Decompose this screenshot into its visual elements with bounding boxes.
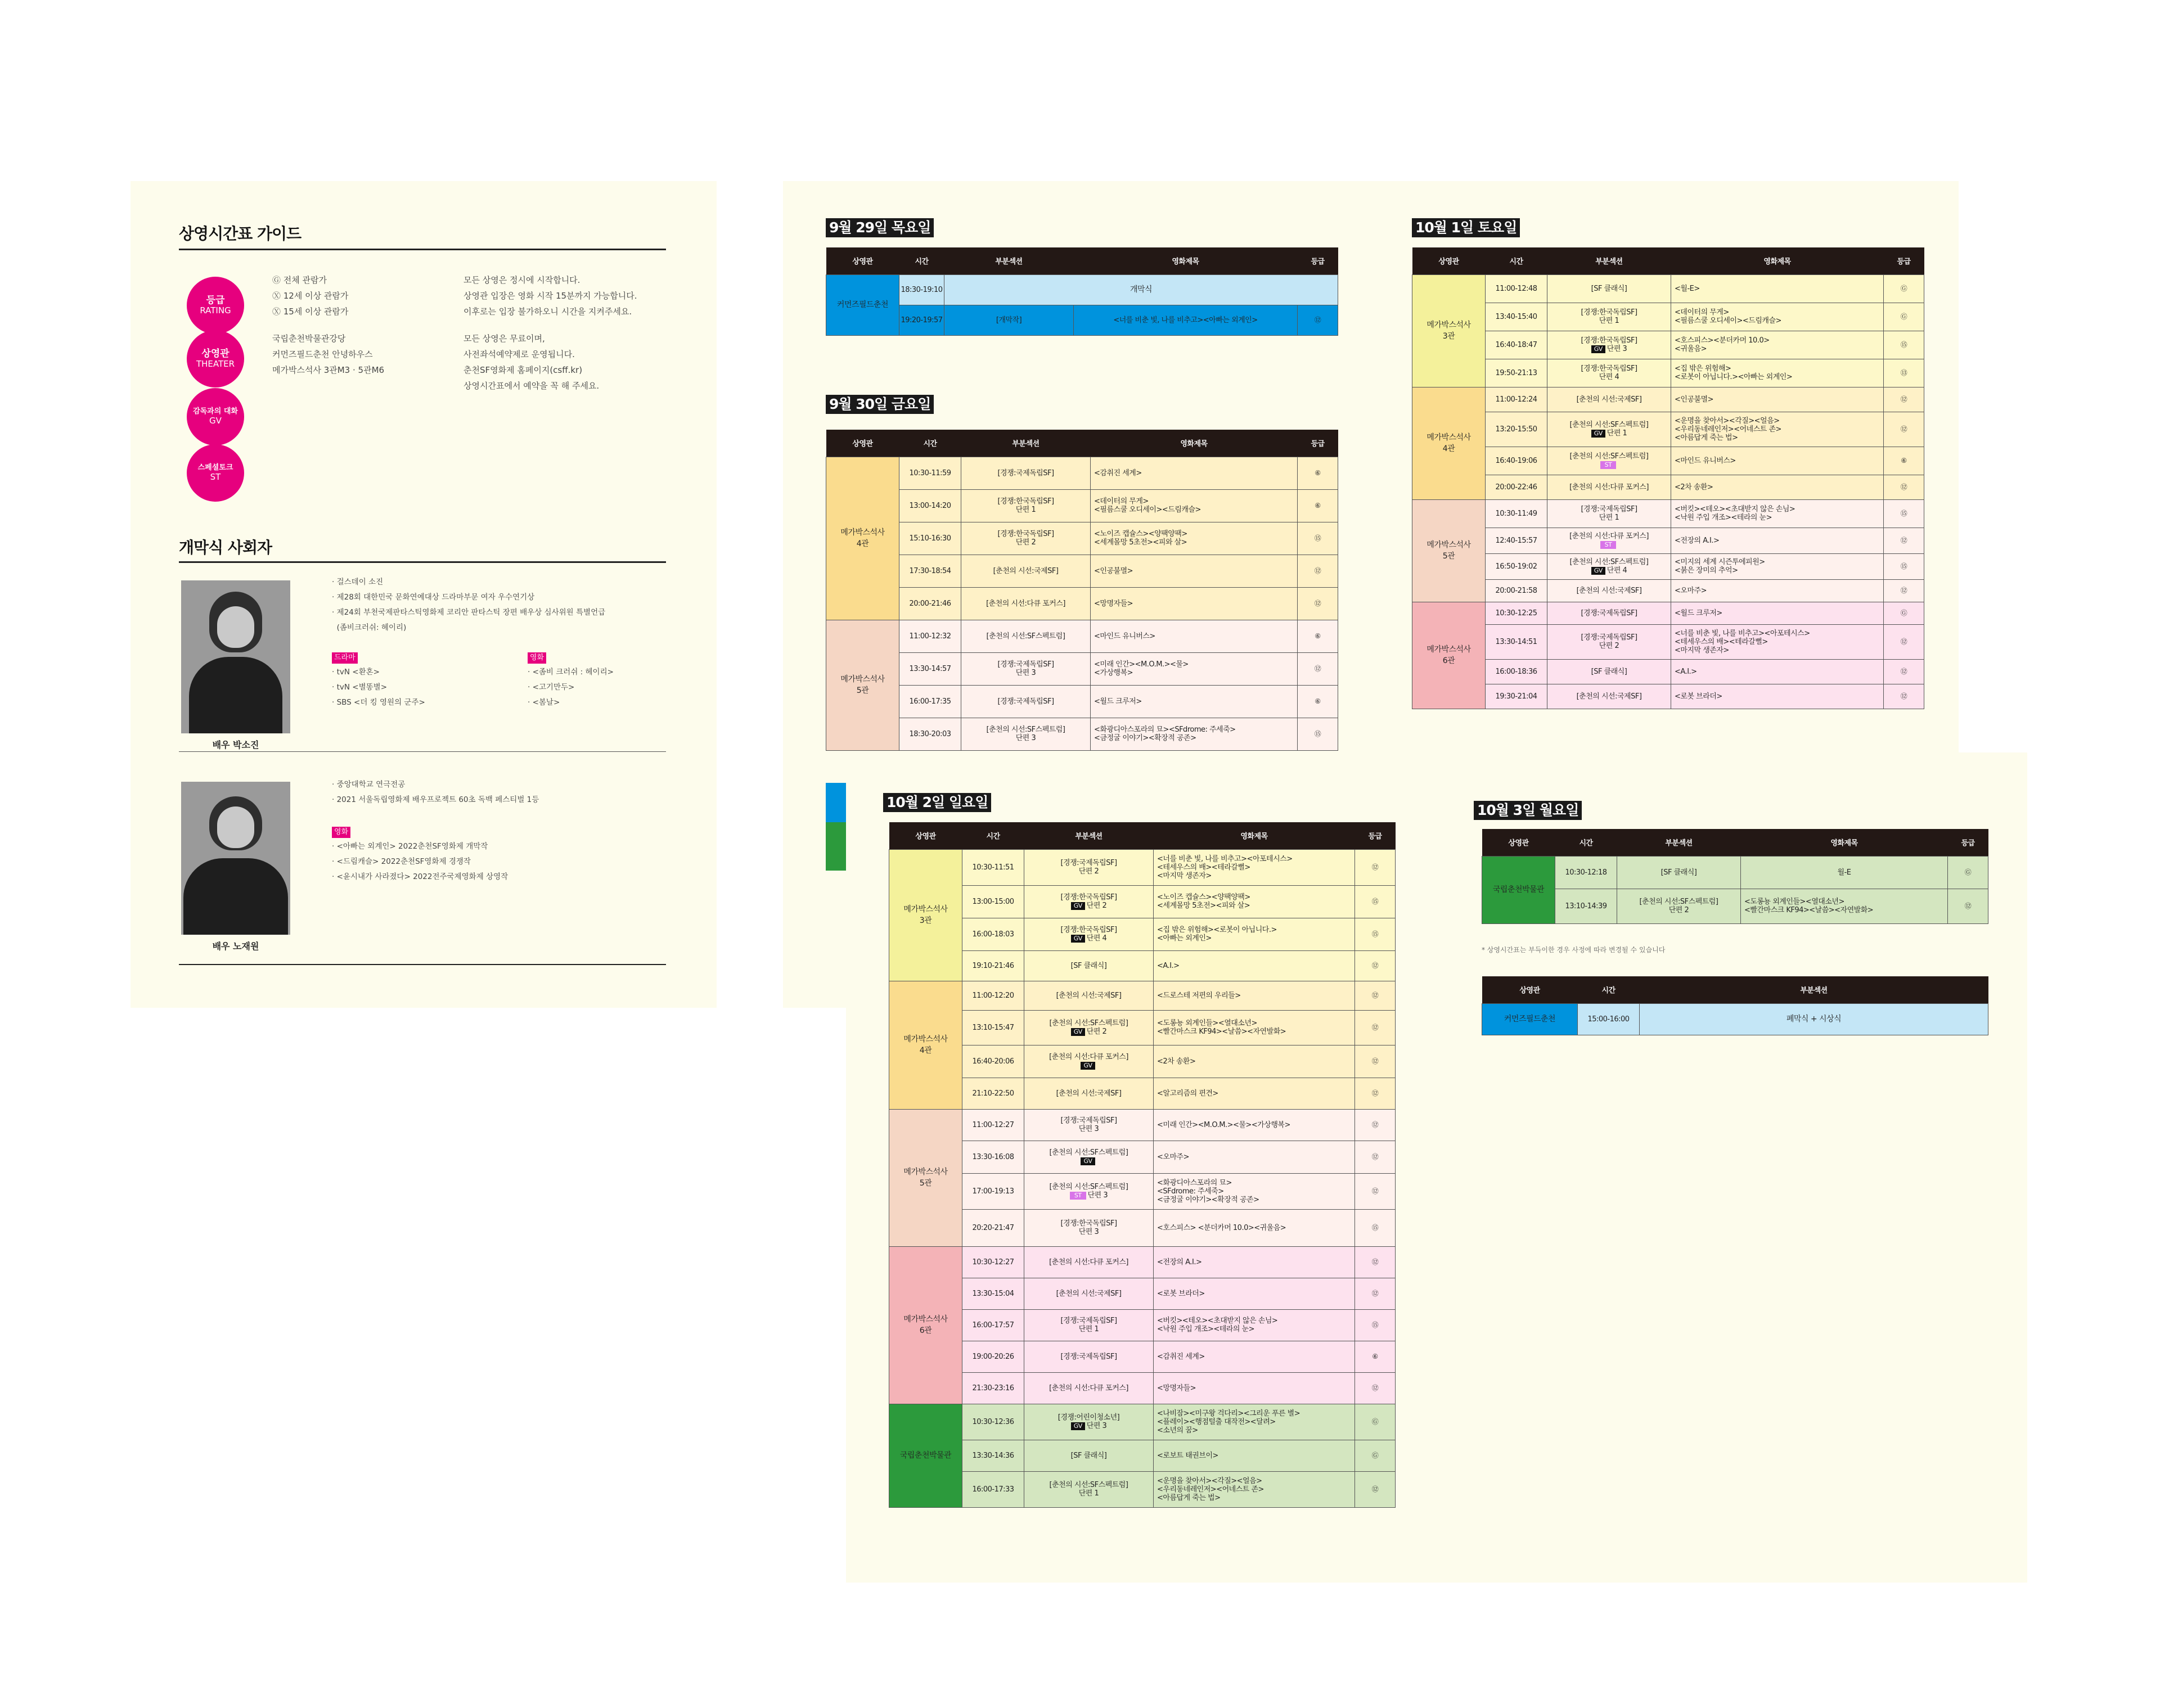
time-cell: 20:20-21:47 [962, 1209, 1024, 1246]
time-cell: 13:30-15:04 [962, 1278, 1024, 1309]
section-cell: [춘천의 시선:국제SF] [1024, 1078, 1154, 1109]
section-cell: [경쟁:한국독립SF] 단편 1 [1547, 303, 1671, 331]
time-cell: 13:30-16:08 [962, 1141, 1024, 1173]
section-cell: [SF 클래식] [1547, 659, 1671, 684]
time-cell: 19:10-21:46 [962, 950, 1024, 981]
films-cell: <A.I.> [1154, 950, 1355, 981]
films-cell: <운명을 찾아서><각질><얼음> <우리동네레인저><어네스트 존> <아름답게 죽는 법> [1671, 412, 1884, 447]
time-cell: 20:00-22:46 [1486, 475, 1547, 499]
grade-cell: ⑫ [1884, 475, 1924, 499]
time-cell: 16:50-19:02 [1486, 553, 1547, 579]
time-cell: 16:00-17:35 [899, 685, 961, 718]
grade-cell: ⑫ [1298, 305, 1338, 335]
grade-cell: Ⓖ [1355, 1440, 1396, 1471]
grade-cell: ⑥ [1298, 685, 1338, 718]
grade-cell: ⑥ [1298, 457, 1338, 489]
time-cell: 10:30-12:27 [962, 1246, 1024, 1278]
films-cell: <월-E> [1671, 274, 1884, 303]
col-header-title: 영화제목 [1091, 430, 1298, 457]
section-cell: [춘천의 시선:SF스펙트럼] 단편 2 [1617, 889, 1741, 923]
grade-cell: ⑮ [1355, 885, 1396, 918]
section-cell: [춘천의 시선:국제SF] [1547, 387, 1671, 412]
col-header-time: 시간 [1486, 247, 1547, 274]
time-cell: 18:30-19:10 [899, 274, 944, 305]
films-cell: <마인드 유니버스> [1671, 447, 1884, 475]
theater-circle: 상영관 THEATER [187, 330, 244, 387]
time-cell: 16:40-19:06 [1486, 447, 1547, 475]
films-cell: <도롱뇽 외계인들><열대소년> <빨간마스크 KF94><날씀><자연발화> [1741, 889, 1948, 923]
day-title-oct2: 10월 2일 일요일 [883, 793, 991, 812]
schedule-table-oct3 [1482, 829, 1988, 924]
section-cell: [춘천의 시선:SF스펙트럼] GV 단편 1 [1547, 412, 1671, 447]
section-cell: [춘천의 시선:SF스펙트럼] 단편 1 [1024, 1471, 1154, 1507]
section-cell: [춘천의 시선:SF스펙트럼] ST 단편 3 [1024, 1173, 1154, 1209]
films-cell: <노이즈 캡슐스><양팩양팩> <세계몰망 5초전><피와 살> [1154, 885, 1355, 918]
grade-cell: ⑥ [1355, 1341, 1396, 1372]
st-badge: ST [1600, 461, 1617, 469]
rating-circle: 등급 RATING [187, 277, 244, 334]
time-cell: 11:00-12:24 [1486, 387, 1547, 412]
time-cell: 13:40-15:40 [1486, 303, 1547, 331]
films-cell: <로보트 태권브이> [1154, 1440, 1355, 1471]
grade-cell: ⑮ [1355, 1309, 1396, 1341]
time-cell: 20:00-21:46 [899, 587, 961, 620]
section-cell: [경쟁:국제독립SF] 단편 1 [1024, 1309, 1154, 1341]
gv-badge: GV [1591, 567, 1605, 575]
time-cell: 16:00-18:03 [962, 918, 1024, 950]
section-cell: [경쟁:국제독립SF] 단편 2 [1547, 624, 1671, 659]
section-cell: [경쟁:국제독립SF] [1024, 1341, 1154, 1372]
time-cell: 11:00-12:20 [962, 981, 1024, 1010]
time-cell: 10:30-12:36 [962, 1404, 1024, 1440]
section-cell: [SF 클래식] [1024, 950, 1154, 981]
time-cell: 10:30-12:18 [1555, 856, 1617, 889]
films-cell: <너를 비춘 빛, 나를 비추고><아포테시스> <테세우스의 배><테라갈뻘> <마지막 생존자> [1154, 849, 1355, 885]
col-header-grade: 등급 [1948, 829, 1988, 856]
theater-cell: 커먼즈필드춘천 [1482, 1003, 1578, 1035]
grade-cell: ⑫ [1355, 1471, 1396, 1507]
col-header-theater: 상영관 [1482, 976, 1578, 1003]
st-badge: ST [1600, 541, 1617, 549]
section-cell: [춘천의 시선:다큐 포커스] [1547, 475, 1671, 499]
host1-drama-list: · tvN <환혼> · tvN <별똥별> · SBS <더 킹 영원의 군주> [332, 668, 425, 707]
col-header-grade: 등급 [1298, 247, 1338, 274]
time-cell: 13:30-14:57 [899, 652, 961, 685]
grade-cell: ⑮ [1298, 522, 1338, 555]
grade-cell: ⑥ [1884, 447, 1924, 475]
section-cell: [경쟁:한국독립SF] 단편 2 [961, 522, 1091, 555]
schedule-table-oct2 [889, 822, 1396, 1508]
col-header-title: 영화제목 [1671, 247, 1884, 274]
films-cell: <알고리즘의 편견> [1154, 1078, 1355, 1109]
grade-cell: ⑫ [1298, 652, 1338, 685]
time-cell: 15:10-16:30 [899, 522, 961, 555]
guide-sheet [130, 181, 717, 1008]
section-cell: [춘천의 시선:SF스펙트럼] [961, 620, 1091, 652]
time-cell: 13:00-15:00 [962, 885, 1024, 918]
section-cell: [경쟁:한국독립SF] 단편 3 [1024, 1209, 1154, 1246]
col-header-grade: 등급 [1298, 430, 1338, 457]
col-header-theater: 상영관 [1412, 247, 1486, 274]
section-cell: [경쟁:국제독립SF] 단편 1 [1547, 499, 1671, 528]
col-header-grade: 등급 [1355, 822, 1396, 849]
time-cell: 16:00-17:33 [962, 1471, 1024, 1507]
time-cell: 16:00-18:36 [1486, 659, 1547, 684]
films-cell: <2차 송환> [1154, 1045, 1355, 1078]
col-header-theater: 상영관 [889, 822, 962, 849]
grade-cell: ⑫ [1884, 659, 1924, 684]
st-badge: ST [1070, 1192, 1086, 1200]
day-title-oct3: 10월 3일 월요일 [1474, 801, 1582, 820]
section-cell: [춘천의 시선:다큐 포커스] GV [1024, 1045, 1154, 1078]
grade-cell: ⑫ [1884, 579, 1924, 602]
time-cell: 13:20-15:50 [1486, 412, 1547, 447]
schedule-table-sep29 [826, 247, 1338, 336]
section-cell: [경쟁:국제독립SF] [961, 457, 1091, 489]
time-cell: 17:00-19:13 [962, 1173, 1024, 1209]
grade-cell: ⑫ [1355, 1173, 1396, 1209]
section-cell: [경쟁:국제독립SF] [961, 685, 1091, 718]
time-cell: 16:40-18:47 [1486, 331, 1547, 359]
films-cell: <감취진 세계> [1091, 457, 1298, 489]
films-cell: <운명을 찾아서><각질><얼음> <우리동네레인저><어네스트 존> <아름답게 죽는 법> [1154, 1471, 1355, 1507]
section-cell: [SF 클래식] [1024, 1440, 1154, 1471]
films-cell: <화광디아스포라의 묘><SFdrome: 주세죽> <금정굴 이야기><확장적 공존> [1091, 718, 1298, 750]
section-cell: [춘천의 시선:국제SF] [961, 555, 1091, 587]
films-cell: <버킷><테오><초대받지 않은 손님> <낙원 주입 개조><테라의 눈> [1154, 1309, 1355, 1341]
col-header-time: 시간 [899, 247, 944, 274]
grade-cell: Ⓖ [1884, 602, 1924, 624]
grade-cell: ⑫ [1355, 1109, 1396, 1141]
films-cell: <너를 비춘 빛, 나를 비추고><아빠는 외계인> [1074, 305, 1298, 335]
time-cell: 19:20-19:57 [899, 305, 944, 335]
grade-cell: ⑫ [1355, 981, 1396, 1010]
col-header-grade: 등급 [1884, 247, 1924, 274]
grade-cell: ⑫ [1884, 387, 1924, 412]
time-cell: 17:30-18:54 [899, 555, 961, 587]
section-cell: [경쟁:국제독립SF] 단편 3 [961, 652, 1091, 685]
films-cell: <A.I.> [1671, 659, 1884, 684]
st-circle: 스페셜토크 ST [187, 444, 244, 502]
theater-cell: 메가박스석사 5관 [1412, 499, 1486, 602]
host2-name: 배우 노재원 [212, 941, 259, 952]
gv-badge: GV [1591, 345, 1605, 353]
time-cell: 13:10-15:47 [962, 1010, 1024, 1045]
section-cell: [춘천의 시선:SF스펙트럼] GV 단편 4 [1547, 553, 1671, 579]
host1-career: · 걸스데이 소진 · 제28회 대한민국 문화연예대상 드라마부문 여자 우수연기상 · 제24회 부천국제판타스틱영화제 코리안 판타스틱 장편 배우상 심사위원 특별언급 (좀비크러쉬: 헤이리) [332, 578, 606, 632]
films-cell: 월-E [1741, 856, 1948, 889]
col-header-section: 부분섹션 [944, 247, 1074, 274]
theater-cell: 메가박스석사 4관 [1412, 387, 1486, 499]
col-header-section: 부분섹션 [1640, 976, 1988, 1003]
section-cell: [경쟁:한국독립SF] GV 단편 2 [1024, 885, 1154, 918]
reservation-text: 모든 상영은 무료이며, 사전좌석예약제로 운영됩니다. 춘천SF영화제 홈페이지(csff.kr) 상영시간표에서 예약을 꼭 해 주세요. [464, 334, 600, 391]
time-cell: 13:30-14:36 [962, 1440, 1024, 1471]
col-header-section: 부분섹션 [1617, 829, 1741, 856]
films-cell: <망명자들> [1154, 1372, 1355, 1404]
section-cell: [춘천의 시선:다큐 포커스] ST [1547, 528, 1671, 553]
section-cell: [춘천의 시선:국제SF] [1024, 1278, 1154, 1309]
section-cell: [경쟁:국제독립SF] [1547, 602, 1671, 624]
col-header-title: 영화제목 [1741, 829, 1948, 856]
films-cell: <전장의 A.I.> [1154, 1246, 1355, 1278]
host1-photo [181, 580, 290, 733]
time-cell: 16:40-20:06 [962, 1045, 1024, 1078]
time-cell: 11:00-12:27 [962, 1109, 1024, 1141]
hosts-divider [179, 751, 666, 752]
theater-cell: 메가박스석사 5관 [889, 1109, 962, 1246]
section-cell: [춘천의 시선:다큐 포커스] [961, 587, 1091, 620]
col-header-section: 부분섹션 [961, 430, 1091, 457]
section-cell: [경쟁:한국독립SF] 단편 4 [1547, 359, 1671, 387]
gv-badge: GV [1591, 430, 1605, 438]
grade-cell: Ⓖ [1355, 1404, 1396, 1440]
col-header-title: 영화제목 [1154, 822, 1355, 849]
grade-cell: ⑫ [1884, 684, 1924, 709]
gv-badge: GV [1071, 902, 1085, 910]
grade-cell: ⑫ [1298, 587, 1338, 620]
films-cell: <화광디아스포라의 묘> <SFdrome: 주세죽> <금정굴 이야기><확장적 공존> [1154, 1173, 1355, 1209]
section-cell: [춘천의 시선:다큐 포커스] [1024, 1372, 1154, 1404]
col-header-time: 시간 [1555, 829, 1617, 856]
grade-cell: ⑫ [1948, 889, 1988, 923]
col-header-theater: 상영관 [1482, 829, 1555, 856]
time-cell: 19:00-20:26 [962, 1341, 1024, 1372]
grade-cell: ⑮ [1884, 499, 1924, 528]
films-cell: <오마주> [1671, 579, 1884, 602]
hosts-rule [179, 561, 666, 563]
films-cell: <미지의 세계 시즌투에피원> <붉은 장미의 추억> [1671, 553, 1884, 579]
grade-cell: ⑫ [1355, 1010, 1396, 1045]
films-cell: <호스피스><분더카머 10.0> <귀울음> [1671, 331, 1884, 359]
section-cell: [춘천의 시선:국제SF] [1547, 579, 1671, 602]
closing-table [1482, 976, 1988, 1035]
theater-list-text: 국립춘천박물관강당 커먼즈필드춘천 안녕하우스 메가박스석사 3관M3 · 5관M6 [272, 334, 385, 375]
host1-film-tag: 영화 [528, 652, 546, 664]
films-cell: <노이즈 캡슐스><양팩양팩> <세계몰망 5초전><피와 살> [1091, 522, 1298, 555]
films-cell: <미래 인간><M.O.M.><물> <가상행복> [1091, 652, 1298, 685]
grade-cell: Ⓖ [1884, 274, 1924, 303]
col-header-title: 영화제목 [1074, 247, 1298, 274]
time-cell: 13:10-14:39 [1555, 889, 1617, 923]
time-cell: 21:30-23:16 [962, 1372, 1024, 1404]
host1-drama-tag: 드라마 [332, 652, 358, 664]
theater-cell: 메가박스석사 6관 [889, 1246, 962, 1404]
films-cell: <도롱뇽 외계인들><열대소년> <빨간마스크 KF94><날씀><자연발화> [1154, 1010, 1355, 1045]
films-cell: <너를 비춘 빛, 나를 비추고><아포테시스> <테세우스의 배><테라갈뻘> <마지막 생존자> [1671, 624, 1884, 659]
guide-title: 상영시간표 가이드 [179, 224, 302, 243]
grade-cell: Ⓖ [1948, 856, 1988, 889]
schedule-note: * 상영시간표는 부득이한 경우 사정에 따라 변경될 수 있습니다 [1482, 946, 1666, 954]
grade-cell: ⑬ [1884, 359, 1924, 387]
day-title-sep30: 9월 30일 금요일 [826, 395, 934, 414]
col-header-section: 부분섹션 [1024, 822, 1154, 849]
host2-film-tag: 영화 [332, 827, 350, 838]
time-cell: 12:40-15:57 [1486, 528, 1547, 553]
time-cell: 15:00-16:00 [1578, 1003, 1640, 1035]
col-header-section: 부분섹션 [1547, 247, 1671, 274]
section-cell: [개막작] [944, 305, 1074, 335]
films-cell: <드로스테 저편의 우리들> [1154, 981, 1355, 1010]
section-cell: [춘천의 시선:국제SF] [1024, 981, 1154, 1010]
grade-cell: Ⓖ [1884, 303, 1924, 331]
time-cell: 18:30-20:03 [899, 718, 961, 750]
theater-cell: 국립춘천박물관 [889, 1404, 962, 1507]
time-cell: 10:30-11:49 [1486, 499, 1547, 528]
theater-cell: 국립춘천박물관 [1482, 856, 1555, 923]
section-cell: [SF 클래식] [1617, 856, 1741, 889]
section-cell: [춘천의 시선:SF스펙트럼] GV 단편 2 [1024, 1010, 1154, 1045]
hosts-title: 개막식 사회자 [179, 538, 272, 557]
films-cell: <호스피스> <분더카머 10.0><귀울음> [1154, 1209, 1355, 1246]
films-cell: <집 밖은 위험해><로봇이 아닙니다.> <아빠는 외계인> [1154, 918, 1355, 950]
col-header-theater: 상영관 [826, 430, 899, 457]
section-cell: [춘천의 시선:국제SF] [1547, 684, 1671, 709]
films-cell: <인공불멸> [1671, 387, 1884, 412]
host1-name: 배우 박소진 [212, 740, 259, 750]
theater-cell: 커먼즈필드춘천 [826, 274, 899, 335]
section-cell: [SF 클래식] [1547, 274, 1671, 303]
day-title-oct1: 10월 1일 토요일 [1412, 218, 1520, 237]
grade-cell: ⑫ [1298, 555, 1338, 587]
section-cell: [경쟁:국제독립SF] 단편 2 [1024, 849, 1154, 885]
grade-cell: ⑮ [1355, 1209, 1396, 1246]
films-cell: <월드 크루저> [1091, 685, 1298, 718]
section-cell: [춘천의 시선:다큐 포커스] [1024, 1246, 1154, 1278]
host2-film-list: · <아빠는 외계인> 2022춘천SF영화제 개막작 · <드림캐슬> 2022춘천SF영화제 경쟁작 · <윤시내가 사라졌다> 2022전주국제영화제 상영작 [332, 842, 508, 881]
gv-circle: 감독과의 대화 GV [187, 388, 244, 445]
host2-career: · 중앙대학교 연극전공 · 2021 서울독립영화제 배우프로젝트 60초 독백 페스티벌 1등 [332, 780, 539, 804]
time-cell: 11:00-12:32 [899, 620, 961, 652]
theater-cell: 메가박스석사 3관 [1412, 274, 1486, 387]
gv-badge: GV [1081, 1157, 1095, 1165]
gv-badge: GV [1071, 1422, 1085, 1430]
col-header-theater: 상영관 [826, 247, 899, 274]
col-header-time: 시간 [962, 822, 1024, 849]
grade-cell: ⑫ [1355, 1372, 1396, 1404]
films-cell: <인공불멸> [1091, 555, 1298, 587]
grade-cell: ⑫ [1355, 1141, 1396, 1173]
grade-cell: ⑫ [1884, 624, 1924, 659]
grade-cell: ⑫ [1355, 1246, 1396, 1278]
gv-badge: GV [1081, 1062, 1095, 1070]
section-cell: [경쟁:한국독립SF] GV 단편 3 [1547, 331, 1671, 359]
grade-cell: ⑫ [1355, 849, 1396, 885]
section-cell: [춘천의 시선:SF스펙트럼] GV [1024, 1141, 1154, 1173]
section-cell: [경쟁:어린이청소년] GV 단편 3 [1024, 1404, 1154, 1440]
theater-cell: 메가박스석사 6관 [1412, 602, 1486, 709]
films-cell: <마인드 유니버스> [1091, 620, 1298, 652]
section-cell: [경쟁:국제독립SF] 단편 3 [1024, 1109, 1154, 1141]
grade-cell: ⑫ [1884, 412, 1924, 447]
theater-cell: 메가박스석사 5관 [826, 620, 899, 750]
films-cell: <미래 인간><M.O.M.><물><가상행복> [1154, 1109, 1355, 1141]
films-cell: <데이터의 무게> <필름스쿨 오디세이><드림캐슬> [1671, 303, 1884, 331]
host1-film-list: · <좀비 크러쉬 : 헤이리> · <고기만두> · <봄날> [528, 668, 614, 707]
films-cell: <오마주> [1154, 1141, 1355, 1173]
section-cell: [경쟁:한국독립SF] GV 단편 4 [1024, 918, 1154, 950]
grade-cell: ⑮ [1884, 553, 1924, 579]
col-header-time: 시간 [1578, 976, 1640, 1003]
grade-cell: ⑮ [1298, 718, 1338, 750]
time-cell: 19:30-21:04 [1486, 684, 1547, 709]
grade-cell: ⑫ [1884, 528, 1924, 553]
theater-cell: 메가박스석사 3관 [889, 849, 962, 981]
films-cell: <월드 크루저> [1671, 602, 1884, 624]
col-header-time: 시간 [899, 430, 961, 457]
event-cell: 개막식 [944, 274, 1338, 305]
section-cell: [춘천의 시선:SF스펙트럼] ST [1547, 447, 1671, 475]
time-cell: 10:30-11:51 [962, 849, 1024, 885]
films-cell: <버킷><테오><초대받지 않은 손님> <낙원 주입 개조><테라의 눈> [1671, 499, 1884, 528]
time-cell: 19:50-21:13 [1486, 359, 1547, 387]
time-cell: 10:30-11:59 [899, 457, 961, 489]
theater-cell: 메가박스석사 4관 [889, 981, 962, 1109]
time-cell: 11:00-12:48 [1486, 274, 1547, 303]
films-cell: <집 밖은 위험해> <로봇이 아닙니다.><아빠는 외계인> [1671, 359, 1884, 387]
gv-badge: GV [1071, 1028, 1085, 1036]
day-title-sep29: 9월 29일 목요일 [826, 218, 934, 237]
films-cell: <전장의 A.I.> [1671, 528, 1884, 553]
host2-photo [181, 782, 290, 935]
grade-cell: ⑥ [1298, 620, 1338, 652]
event-cell: 폐막식 + 시상식 [1640, 1003, 1988, 1035]
films-cell: <나비잠><미구왕 걱다리><그리운 푸른 별> <플레이><행점털출 대작전><달려> <소년의 꿈> [1154, 1404, 1355, 1440]
grade-cell: ⑫ [1355, 1278, 1396, 1309]
theater-cell: 메가박스석사 4관 [826, 457, 899, 620]
rating-legend-text: Ⓖ 전체 관람가 Ⓧ 12세 이상 관람가 Ⓧ 15세 이상 관람가 [272, 275, 349, 317]
schedule-table-oct1 [1412, 247, 1924, 709]
guide-rule [179, 249, 666, 250]
grade-cell: ⑫ [1355, 950, 1396, 981]
films-cell: <2차 송환> [1671, 475, 1884, 499]
time-cell: 16:00-17:57 [962, 1309, 1024, 1341]
grade-cell: ⑥ [1298, 489, 1338, 522]
schedule-table-sep30 [826, 430, 1338, 751]
hosts-bottom-rule [179, 964, 666, 965]
time-cell: 13:00-14:20 [899, 489, 961, 522]
films-cell: <망명자들> [1091, 587, 1298, 620]
time-cell: 13:30-14:51 [1486, 624, 1547, 659]
schedule-sheet-2 [846, 752, 2027, 1583]
screening-rules-text: 모든 상영은 정시에 시작합니다. 상영관 입장은 영화 시작 15분까지 가능합니다. 이후로는 입장 불가하오니 시간을 지켜주세요. [464, 275, 637, 317]
grade-cell: ⑫ [1355, 1045, 1396, 1078]
gv-badge: GV [1071, 935, 1085, 943]
time-cell: 21:10-22:50 [962, 1078, 1024, 1109]
time-cell: 10:30-12:25 [1486, 602, 1547, 624]
section-cell: [경쟁:한국독립SF] 단편 1 [961, 489, 1091, 522]
section-cell: [춘천의 시선:SF스펙트럼] 단편 3 [961, 718, 1091, 750]
films-cell: <로봇 브라더> [1154, 1278, 1355, 1309]
films-cell: <로봇 브라더> [1671, 684, 1884, 709]
grade-cell: ⑮ [1355, 918, 1396, 950]
films-cell: <데이터의 무게> <필름스쿨 오디세이><드림캐슬> [1091, 489, 1298, 522]
films-cell: <감취진 세계> [1154, 1341, 1355, 1372]
grade-cell: ⑮ [1884, 331, 1924, 359]
time-cell: 20:00-21:58 [1486, 579, 1547, 602]
grade-cell: ⑫ [1355, 1078, 1396, 1109]
